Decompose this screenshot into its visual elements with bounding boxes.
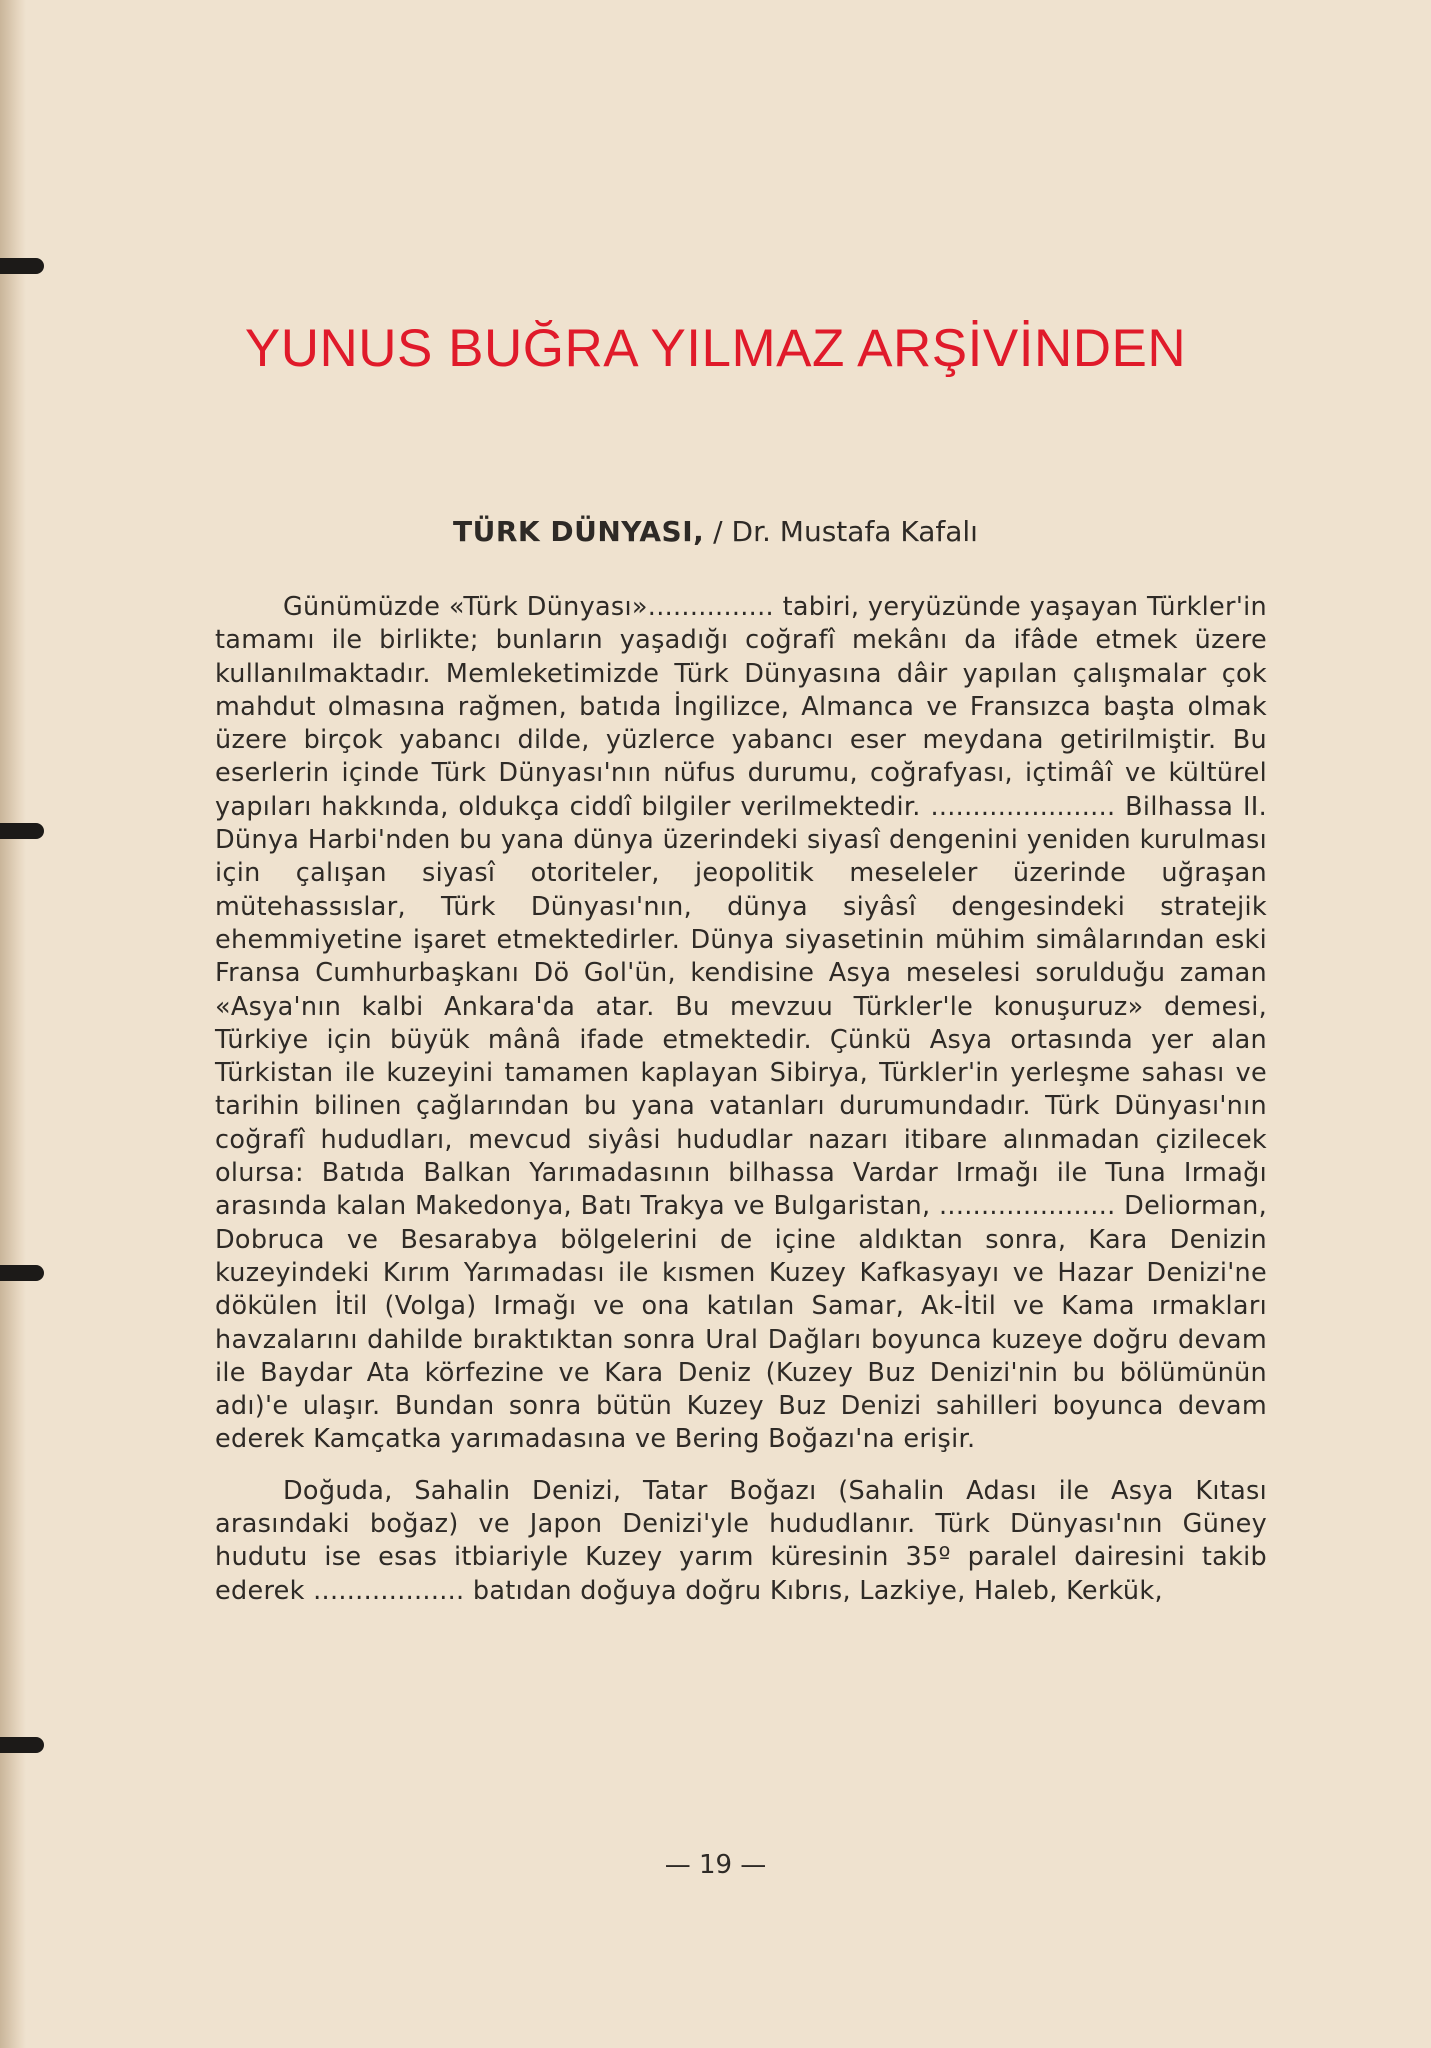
binding-hole (0, 1737, 44, 1753)
binding-hole (0, 1265, 44, 1281)
paragraph: Günümüzde «Türk Dünyası»............... tabiri, yeryüzünde yaşayan Türkler'in tamamı ile birlikte; bunların yaşadığı coğrafî mekânı da ifâde etmek üzere kullanılmaktadır. Memleketimizde Türk Dünyasına dâir yapılan çalışmalar çok mahdut olmasına rağmen, batıda İngilizce, Almanca ve Fransızca başta olmak üzere birçok yabancı dilde, yüzlerce yabancı eser meydana getirilmiştir. Bu eserlerin içinde Türk Dünyası'nın nüfus durumu, coğrafyası, içtimâî ve kültürel yapıları hakkında, oldukça ciddî bilgiler verilmektedir. ...................... Bilhassa II. Dünya Harbi'nden bu yana dünya üzerindeki siyasî dengenini yeniden kurulması için çalışan siyasî otoriteler, jeopolitik meseleler üzerinde uğraşan mütehassıslar, Türk Dünyası'nın, dünya siyâsî dengesindeki stratejik ehemmiyetine işaret etmektedirler. Dünya siyasetinin mühim simâlarından eski Fransa Cumhurbaşkanı Dö Gol'ün, kendisine Asya meselesi sorulduğu zaman «Asya'nın kalbi Ankara'da atar. Bu mevzuu Türkler'le konuşuruz» demesi, Türkiye için büyük mânâ ifade etmektedir. Çünkü Asya ortasında yer alan Türkistan ile kuzeyini tamamen kaplayan Sibirya, Türkler'in yerleşme sahası ve tarihin bilinen çağlarından bu yana vatanları durumundadır. Türk Dünyası'nın coğrafî hududları, mevcud siyâsi hududlar nazarı itibare alınmadan çizilecek olursa: Batıda Balkan Yarımadasının bilhassa Vardar Irmağı ile Tuna Irmağı arasında kalan Makedonya, Batı Trakya ve Bulgaristan, ..................... Deliorman, Dobruca ve Besarabya bölgelerini de içine aldıktan sonra, Kara Denizin kuzeyindeki Kırım Yarımadası ile kısmen Kuzey Kafkasyayı ve Hazar Denizi'ne dökülen İtil (Volga) Irmağı ve ona katılan Samar, Ak-İtil ve Kama ırmakları havzalarını dahilde bıraktıktan sonra Ural Dağları boyunca kuzeye doğru devam ile Baydar Ata körfezine ve Kara Deniz (Kuzey Buz Denizi'nin bu bölümünün adı)'e ulaşır. Bundan sonra bütün Kuzey Buz Denizi sahilleri boyunca devam ederek Kamçatka yarımadasına ve Bering Boğazı'na erişir. (215, 592, 1267, 1455)
archive-title: YUNUS BUĞRA YILMAZ ARŞİVİNDEN (244, 319, 1187, 378)
article-body (215, 591, 1267, 1608)
binding-hole (0, 258, 44, 274)
page-number: — 19 — (664, 1850, 767, 1880)
article-heading (0, 515, 1431, 548)
article-author: / Dr. Mustafa Kafalı (713, 515, 978, 548)
article-title: TÜRK DÜNYASI, (453, 515, 705, 548)
binding-hole (0, 823, 44, 839)
paragraph: Doğuda, Sahalin Denizi, Tatar Boğazı (Sahalin Adası ile Asya Kıtası arasındaki boğaz) ve Japon Denizi'yle hududlanır. Türk Dünyası'nın Güney hudutu ise esas itbiariyle Kuzey yarım küresinin 35º paralel dairesini takib ederek .................. batıdan doğuya doğru Kıbrıs, Lazkiye, Haleb, Kerkük, (215, 1475, 1267, 1606)
